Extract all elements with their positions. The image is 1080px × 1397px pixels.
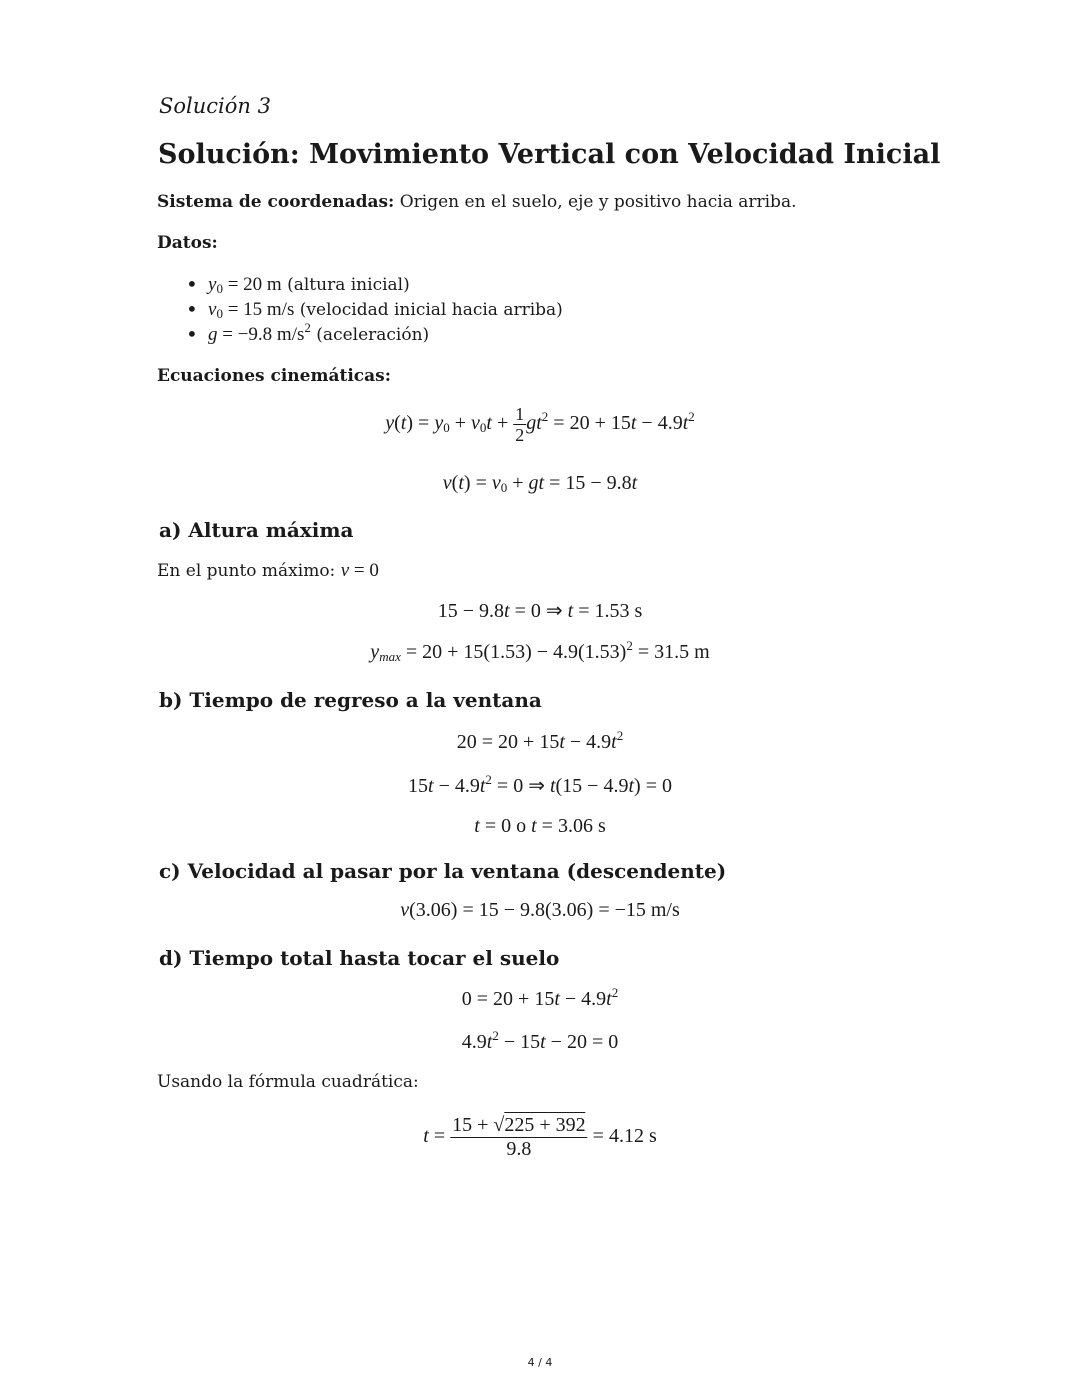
- equation-a1: 15 − 9.8t = 0 ⇒ t = 1.53 s: [437, 600, 643, 622]
- datos-list: [186, 272, 563, 347]
- equation-d2: $4.9t^2 - 15t - 20 = 0$: [461, 1028, 619, 1053]
- ecuaciones-label: Ecuaciones cinemáticas:: [157, 366, 392, 386]
- page-number: 4 / 4: [527, 1356, 553, 1369]
- coordinate-system: [157, 192, 796, 212]
- equation-quadratic: t = $\frac{15 + √225 + 392}{9.8}$ = 4.12 s: [423, 1114, 657, 1160]
- datos-desc: (velocidad inicial hacia arriba): [299, 300, 563, 320]
- section-a-heading: a) Altura máxima: [159, 518, 354, 542]
- equation-b1: $20 = 20 + 15t - 4.9t^2$: [456, 728, 624, 753]
- section-a-text: En el punto máximo: v = 0: [157, 560, 379, 581]
- list-item: • $v_0 = 15$ m/s (velocidad inicial hacia arriba): [186, 297, 563, 322]
- equation-d1: $0 = 20 + 15t - 4.9t^2$: [461, 985, 619, 1010]
- equation-a2: $y_{max} = 20 + 15(1.53) - 4.9(1.53)^2 = 31.5$ m: [370, 638, 710, 664]
- solution-label: Solución 3: [159, 94, 271, 118]
- list-item: • $y_0 = 20$ m (altura inicial): [186, 272, 563, 297]
- equation-b2: $15t - 4.9t^2 = 0$ ⇒ t(15 − 4.9t) = 0: [408, 772, 672, 797]
- equation-position: $y(t) = y_0 + v_0t$ + $\frac{1}{2}$ $gt^2 = 20 + 15t - 4.9t^2$: [385, 404, 695, 445]
- section-c-heading: c) Velocidad al pasar por la ventana (descendente): [159, 859, 727, 883]
- coordinate-system-label: Sistema de coordenadas:: [157, 192, 395, 212]
- equation-b3: t = 0 o t = 3.06 s: [474, 815, 606, 837]
- page-title: Solución: Movimiento Vertical con Velocidad Inicial: [158, 139, 941, 170]
- equation-velocity: $v(t) = v_0$ + gt = 15 − 9.8t: [442, 472, 638, 495]
- list-item: • g = −9.8 $m/s^2$ (aceleración): [186, 322, 563, 347]
- equation-c1: v(3.06) = 15 − 9.8(3.06) = −15 m/s: [400, 899, 680, 921]
- datos-desc: (aceleración): [316, 325, 430, 345]
- section-d-heading: d) Tiempo total hasta tocar el suelo: [159, 946, 560, 970]
- coordinate-system-text: Origen en el suelo, eje y positivo hacia arriba.: [399, 192, 797, 212]
- section-a-text-label: En el punto máximo:: [157, 561, 336, 581]
- section-d-text: Usando la fórmula cuadrática:: [157, 1072, 419, 1092]
- section-b-heading: b) Tiempo de regreso a la ventana: [159, 688, 542, 712]
- datos-label: Datos:: [157, 233, 218, 253]
- datos-desc: (altura inicial): [287, 275, 410, 295]
